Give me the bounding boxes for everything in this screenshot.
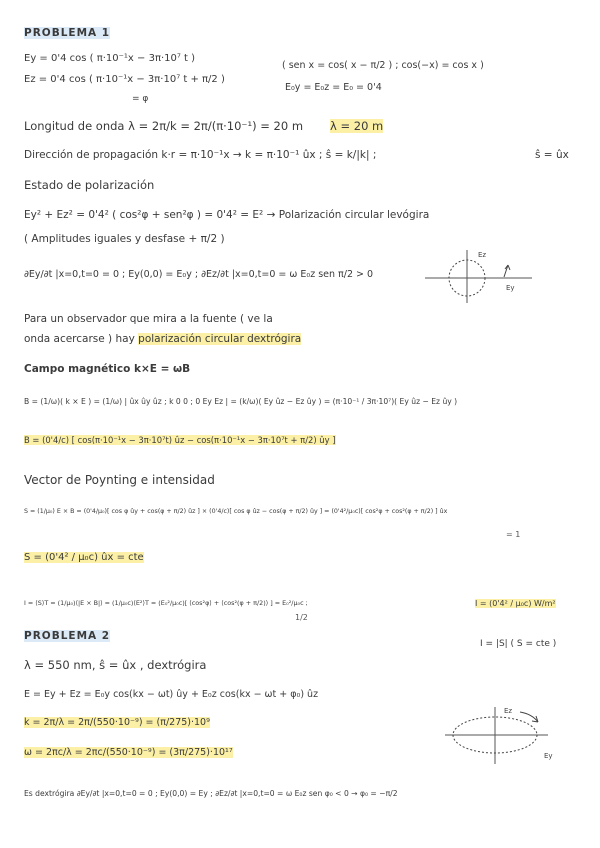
diagram2-ez-label: Ez (504, 707, 513, 715)
s-result-text: S = (0'4² / μ₀c) ûx = cte (24, 552, 144, 563)
intensity-equation: I = ⟨S⟩T = (1/μ₀)⟨|E × B|⟩ = (1/μ₀c)⟨E²⟩T = (E₀²/μ₀c)[ ⟨cos²φ⟩ + ⟨cos²(φ + π/2)⟩ ] = E₀²/μ₀c ; (24, 599, 308, 607)
problem2-e-field: E = Ey + Ez = E₀y cos(kx − ωt) ûy + E₀z cos(kx − ωt + φ₀) ûz (24, 689, 319, 700)
diagram2-ey-label: Ey (544, 752, 553, 760)
problem2-title (24, 631, 110, 642)
intensity-result-text: I = (0'4² / μ₀c) W/m² (475, 599, 556, 608)
wavelength-result-text: λ = 20 m (330, 119, 384, 133)
propagation-result: ŝ = ûx (535, 149, 569, 161)
diagram1-ez-label: Ez (478, 251, 487, 259)
wavelength-result (330, 121, 383, 133)
s-result (24, 553, 144, 563)
k-equation-text: k = 2π/λ = 2π/(550·10⁻⁹) = (π/275)·10⁹ (24, 717, 210, 728)
diagram1-ey-label: Ey (506, 284, 515, 292)
b-result (24, 436, 336, 444)
wavelength-line: Longitud de onda λ = 2π/k = 2π/(π·10⁻¹) = 20 m (24, 119, 304, 133)
poynting-equation: S = (1/μ₀) E × B = (0'4/μ₀)[ cos φ ûy + cos(φ + π/2) ûz ] × (0'4/c)[ cos φ ûz − cos(φ + π/2) ûy ] = (0'4²/μ₀c)[ cos²φ + cos²(φ + π/2) ] ûx (24, 508, 448, 515)
omega-equation-text: ω = 2πc/λ = 2πc/(550·10⁻⁹) = (3π/275)·10¹⁷ (24, 747, 233, 758)
trig-identity: ( sen x = cos( x − π/2 ) ; cos(−x) = cos x ) (282, 60, 484, 71)
observer-line-1: Para un observador que mira a la fuente ( ve la (24, 313, 273, 325)
problem1-title (24, 28, 110, 39)
phi-label: = φ (132, 94, 149, 104)
diagram2-rotation-arrow (520, 712, 538, 722)
problem2-title-text: PROBLEMA 2 (24, 630, 111, 642)
ey-equation: Ey = 0'4 cos ( π·10⁻¹x − 3π·10⁷ t ) (24, 53, 196, 64)
derivative-line: ∂Ey/∂t |x=0,t=0 = 0 ; Ey(0,0) = E₀y ; ∂Ez/∂t |x=0,t=0 = ω E₀z sen π/2 > 0 (24, 269, 374, 280)
k-equation (24, 718, 210, 728)
observer-highlight: polarización circular dextrógira (138, 333, 302, 345)
ez-equation: Ez = 0'4 cos ( π·10⁻¹x − 3π·10⁷ t + π/2 ) (24, 74, 225, 85)
observer-line-2 (24, 334, 301, 345)
dextrogyre-line: Es dextrógira ∂Ey/∂t |x=0,t=0 = 0 ; Ey(0,0) = Ey ; ∂Ez/∂t |x=0,t=0 = ω E₀z sen φ₀ < 0 → φ₀ = −π/2 (24, 789, 398, 798)
intensity-half: 1/2 (295, 613, 308, 622)
omega-equation (24, 748, 233, 758)
intensity-result (475, 600, 556, 608)
amplitudes: E₀y = E₀z = E₀ = 0'4 (285, 82, 382, 93)
elliptical-polarization-diagram (440, 702, 560, 772)
circular-polarization-diagram (420, 245, 540, 305)
polarization-title: Estado de polarización (24, 178, 155, 192)
polarization-note: ( Amplitudes iguales y desfase + π/2 ) (24, 233, 225, 245)
observer-line-2-start: onda acercarse ) hay (24, 333, 135, 345)
propagation-line: Dirección de propagación k·r = π·10⁻¹x → k = π·10⁻¹ ûx ; ŝ = k/|k| ; (24, 149, 377, 161)
problem2-data: λ = 550 nm, ŝ = ûx , dextrógira (24, 658, 207, 672)
poynting-equation-one: = 1 (506, 530, 521, 539)
b-matrix-equation: B = (1/ω)( k × E ) = (1/ω) | ûx ûy ûz ; k 0 0 ; 0 Ey Ez | = (k/ω)( Ey ûz − Ez ûy ) = (π·10⁻¹ / 3π·10⁷)( Ey ûz − Ez ûy ) (24, 397, 458, 406)
intensity-note: I = |S| ( S = cte ) (480, 639, 557, 649)
magnetic-title: Campo magnético k×E = ωB (24, 363, 191, 375)
polarization-equation: Ey² + Ez² = 0'4² ( cos²φ + sen²φ ) = 0'4² = E² → Polarización circular levógira (24, 209, 430, 221)
problem1-title-text: PROBLEMA 1 (24, 27, 111, 39)
b-result-text: B = (0'4/c) [ cos(π·10⁻¹x − 3π·10⁷t) ûz − cos(π·10⁻¹x − 3π·10⁷t + π/2) ûy ] (24, 435, 336, 445)
poynting-title: Vector de Poynting e intensidad (24, 473, 215, 487)
diagram1-rotation-arrow (504, 265, 510, 277)
